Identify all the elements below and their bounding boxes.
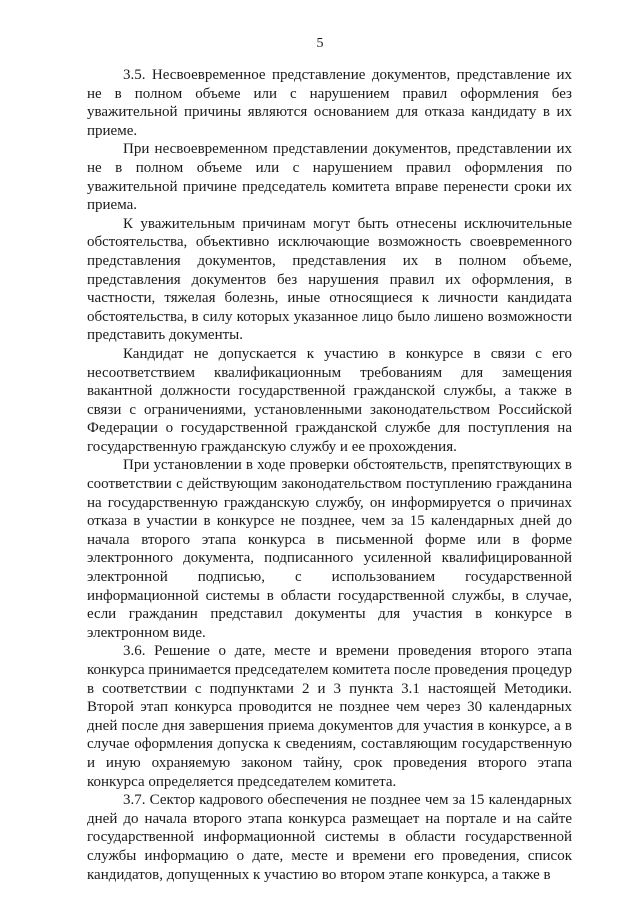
paragraph-3-5: 3.5. Несвоевременное представление документов, представление их не в полном объеме или с нарушением правил оформления без уважительной причины являются основанием для отказа кандидату в их приеме. <box>87 67 572 139</box>
page-number: 5 <box>316 36 324 51</box>
document-body <box>87 66 572 884</box>
paragraph-candidate-not-admitted: Кандидат не допускается к участию в конкурсе в связи с его несоответствием квалификационным требованиям для замещения вакантной должности государственной гражданской службы, а также в связи с ограничениями, установленными законодательством Российской Федерации о государственной гражданской службе для поступления на государственную гражданскую службу и ее прохождения. <box>87 345 572 455</box>
paragraph-refusal-notification: При установлении в ходе проверки обстоятельств, препятствующих в соответствии с действующим законодательством поступлению гражданина на государственную гражданскую службу, он информируется о причинах отказа в участии в конкурсе не позднее, чем за 15 календарных дней до начала второго этапа конкурса в письменной форме или в форме электронного документа, подписанного усиленной квалифицированной электронной подписью, с использованием государственной информационной системы в области государственной службы, в случае, если гражданин представил документы для участия в конкурсе в электронном виде. <box>87 457 572 641</box>
paragraph-3-7: 3.7. Сектор кадрового обеспечения не позднее чем за 15 календарных дней до начала второго этапа конкурса размещает на портале и на сайте государственной информационной системы в области государственной службы информацию о дате, месте и времени его проведения, список кандидатов, допущенных к участию во втором этапе конкурса, а также в <box>87 792 572 883</box>
paragraph-valid-reasons: К уважительным причинам могут быть отнесены исключительные обстоятельства, объективно исключающие возможность своевременного представления документов, представления их в полном объеме, представления документов без нарушения правил их оформления, в частности, тяжелая болезнь, иные относящиеся к личности кандидата обстоятельства, в силу которых указанное лицо было лишено возможности представить документы. <box>87 215 572 344</box>
paragraph-late-submission: При несвоевременном представлении документов, представлении их не в полном объеме или с нарушением правил оформления по уважительной причине председатель комитета вправе перенести сроки их приема. <box>87 141 572 214</box>
paragraph-3-6: 3.6. Решение о дате, месте и времени проведения второго этапа конкурса принимается председателем комитета после проведения процедур в соответствии с подпунктами 2 и 3 пункта 3.1 настоящей Методики. Второй этап конкурса проводится не позднее чем через 30 календарных дней после дня завершения приема документов для участия в конкурсе, а в случае оформления допуска к сведениям, составляющим государственную и иную охраняемую законом тайну, срок проведения второго этапа конкурса определяется председателем комитета. <box>87 643 572 790</box>
